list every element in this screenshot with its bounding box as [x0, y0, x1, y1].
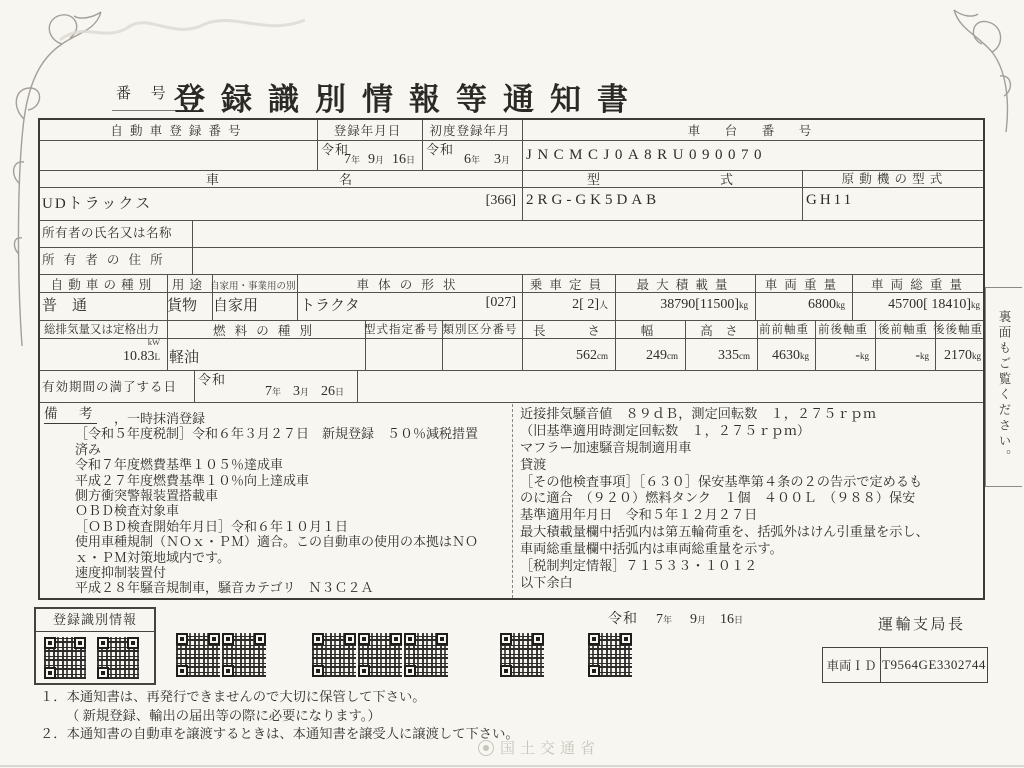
- unit: 日: [734, 615, 744, 625]
- value: 9: [690, 612, 698, 627]
- use-value: 貨物: [167, 298, 198, 314]
- remark-line: 貸渡: [520, 456, 547, 472]
- value: 6800: [808, 297, 836, 312]
- unit: 日: [405, 155, 415, 165]
- unit: kg: [972, 351, 981, 361]
- remarks-right-column: [520, 406, 982, 592]
- unit: 月: [697, 615, 707, 625]
- remark-line: 側方衝突警報装置搭載車: [75, 487, 219, 503]
- label: 名: [339, 172, 353, 187]
- remark-line: ［令和５年度税制］令和６年３月２７日 新規登録 ５０％減税措置: [75, 426, 479, 442]
- vehicle-id-box: [822, 647, 988, 683]
- grid-line: [192, 220, 193, 274]
- unit: 年: [350, 155, 360, 165]
- private-business-label: 自家用・事業用の別: [210, 282, 296, 292]
- height-value: [685, 346, 750, 364]
- issue-date: [608, 608, 743, 628]
- grid-line: [357, 370, 358, 402]
- car-name-code: [366]: [485, 193, 516, 208]
- height-label: 高 さ: [700, 324, 738, 338]
- grid-line: [40, 140, 983, 141]
- registration-date-label: 登録年月日: [333, 124, 402, 138]
- value: 562: [576, 348, 597, 363]
- private-business-value: 自家用: [213, 298, 259, 314]
- first-registration-label: 初度登録年月: [429, 124, 511, 138]
- value: 45700[ 18410]: [888, 297, 971, 312]
- ministry-watermark-text: 国土交通省: [500, 741, 601, 757]
- unit: 月: [500, 155, 510, 165]
- unit: kg: [739, 300, 748, 310]
- value: 2170: [944, 348, 972, 363]
- axle-rr-label: 後後軸重: [933, 324, 983, 336]
- model-label: [520, 169, 800, 188]
- owner-name-label: 所有者の氏名又は名称: [42, 226, 173, 240]
- vehicle-id-label: 車両ＩＤ: [823, 648, 881, 682]
- engine-model-label: 原 動 機 の 型 式: [841, 172, 944, 186]
- unit: 年: [271, 387, 281, 397]
- footer-notes: [40, 688, 519, 744]
- unit: 月: [374, 155, 384, 165]
- remark-line: マフラー加速騒音規制適用車: [520, 439, 692, 455]
- registration-date-value: [315, 150, 415, 168]
- footer-note-line: ２．本通知書の自動車を譲渡するときは、本通知書を譲受人に譲渡して下さい。: [40, 726, 519, 741]
- ministry-logo-icon: [478, 740, 494, 756]
- capacity-label: 乗 車 定 員: [529, 278, 604, 292]
- remark-line: ＯＢＤ検査対象車: [75, 503, 180, 519]
- registration-id-box-label: 登録識別情報: [36, 609, 154, 632]
- width-label: 幅: [640, 324, 656, 338]
- car-name-value: UDトラックス: [42, 196, 153, 212]
- width-value: [615, 346, 678, 364]
- qr-code: [588, 633, 632, 677]
- unit: kg: [920, 351, 929, 361]
- remark-line: ［その他検査事項］［６３０］保安基準第４条の２の告示で定めるも: [520, 473, 923, 489]
- remark-line: 済み: [75, 441, 102, 457]
- car-name-label: [38, 169, 520, 188]
- unit: L: [154, 352, 160, 362]
- first-registration-era: 令和: [426, 142, 455, 157]
- unit: kg: [836, 300, 845, 310]
- axle-fr-value: [815, 346, 869, 364]
- axle-rf-label: 後前軸重: [878, 324, 928, 336]
- value: 16: [391, 152, 406, 167]
- vehicle-kind-label: 自 動 車 の 種 別: [50, 278, 153, 292]
- unit: cm: [667, 351, 678, 361]
- value: 7: [343, 152, 351, 167]
- body-shape-label: 車 体 の 形 状: [356, 278, 459, 292]
- value: 2[ 2]: [572, 297, 599, 312]
- remark-line: 車両総重量欄中括弧内は車両総重量を示す。: [520, 541, 783, 557]
- registration-number-label: 自 動 車 登 録 番 号: [110, 124, 243, 138]
- value: 26: [320, 384, 335, 399]
- displacement-label: 総排気量又は定格出力: [44, 324, 159, 336]
- gross-weight-label: 車 両 総 重 量: [870, 278, 964, 292]
- value: 7: [656, 612, 663, 627]
- value: -: [855, 348, 860, 363]
- displacement-kw-unit: [60, 337, 160, 347]
- value: 10.83: [123, 349, 155, 364]
- owner-address-label: 所 有 者 の 住 所: [42, 253, 166, 267]
- vehicle-weight-label: 車 両 重 量: [764, 278, 839, 292]
- fuel-value: 軽油: [169, 350, 200, 366]
- registration-date-era: 令和: [321, 142, 350, 157]
- unit: kg: [800, 351, 809, 361]
- remark-line: 令和７年度燃費基準１０５％達成車: [75, 457, 284, 473]
- qr-code: [358, 633, 402, 677]
- expiry-era: 令和: [198, 372, 227, 387]
- model-value: 2RG-GK5DAB: [526, 192, 661, 208]
- class-number-label: 類別区分番号: [442, 324, 518, 336]
- engine-model-value: GH11: [806, 192, 855, 208]
- remarks-left-column: [75, 411, 515, 596]
- remark-line: 平成２７年度燃費基準１０％向上達成車: [75, 472, 310, 488]
- vehicle-id-value: T9564GE3302744: [882, 657, 986, 672]
- qr-code: [312, 633, 356, 677]
- grid-line: [40, 402, 983, 403]
- remark-line: ［税制判定情報］７１５３３・１０１２: [520, 558, 758, 574]
- remark-line: のに適合 （９２０）燃料タンク １個 ４００Ｌ （９８８）保安: [520, 490, 916, 506]
- value: -: [915, 348, 920, 363]
- vehicle-weight-value: [755, 295, 845, 313]
- unit: 月: [299, 387, 309, 397]
- label: さ: [587, 324, 601, 338]
- remark-line: 使用車種規制（ＮＯｘ・ＰＭ）適合。この自動車の使用の本拠はＮＯ: [75, 534, 479, 550]
- unit: kg: [860, 351, 869, 361]
- qr-code: [404, 633, 448, 677]
- side-note-text: 裏面もご覧ください。: [997, 309, 1011, 465]
- label: 長: [532, 324, 546, 338]
- remark-line: 平成２８年騒音規制車，騒音カテゴリ Ｎ３Ｃ２Ａ: [75, 580, 374, 596]
- first-registration-value: [420, 150, 510, 168]
- label: 型: [586, 172, 600, 187]
- issue-date-era: 令和: [608, 612, 638, 627]
- fuel-label: 燃 料 の 種 別: [212, 324, 315, 338]
- displacement-value: [60, 347, 160, 365]
- remark-line: ［ＯＢＤ検査開始年月日］令和６年１０月１日: [75, 518, 349, 534]
- use-label: 用 途: [171, 278, 204, 292]
- vehicle-kind-value: 普 通: [42, 298, 88, 314]
- corner-number-label: 番 号: [116, 86, 174, 102]
- value: 9: [367, 152, 375, 167]
- corner-flourish-right-icon: [930, 0, 1022, 135]
- footer-note-line: １．本通知書は、再発行できませんので大切に保管して下さい。: [40, 689, 426, 704]
- length-label: [520, 321, 613, 339]
- remark-line: （旧基準適用時測定回転数 １，２７５ｒｐｍ）: [520, 422, 811, 438]
- expiry-label: 有効期間の満了する日: [42, 380, 178, 394]
- unit: kW: [147, 337, 160, 347]
- qr-code: [44, 637, 86, 679]
- unit: 年: [663, 615, 673, 625]
- unit: 年: [470, 155, 480, 165]
- pencil-smudge: [55, 10, 315, 50]
- value: 38790[11500]: [660, 297, 739, 312]
- side-note-frame: [985, 287, 1022, 487]
- unit: 日: [334, 387, 344, 397]
- value: 6: [463, 152, 471, 167]
- length-value: [522, 346, 608, 364]
- unit: cm: [597, 351, 608, 361]
- value: 249: [646, 348, 667, 363]
- sheet-bottom-edge: [0, 765, 1024, 767]
- remarks-label: 備 考: [44, 402, 97, 424]
- axle-ff-label: 前前軸重: [759, 324, 809, 336]
- expiry-value: [192, 382, 344, 400]
- chassis-number-value: JNCMCJ0A8RU090070: [526, 147, 768, 163]
- max-load-label: 最 大 積 載 量: [636, 278, 730, 292]
- type-designation-label: 型式指定番号: [364, 324, 439, 336]
- value: 3: [493, 152, 501, 167]
- qr-code: [176, 633, 220, 677]
- remark-line: 以下余白: [520, 574, 573, 590]
- qr-code: [222, 633, 266, 677]
- axle-fr-label: 前後軸重: [818, 324, 868, 336]
- grid-line: [40, 220, 983, 221]
- value: 16: [720, 612, 735, 627]
- label: 式: [720, 172, 734, 187]
- qr-code: [97, 637, 139, 679]
- axle-rr-value: [935, 346, 981, 364]
- remark-line: 基準適用年月日 令和５年１２月２７日: [520, 507, 758, 523]
- transport-office-title: 運輸支局長: [878, 617, 966, 633]
- qr-code: [500, 633, 544, 677]
- value: 3: [292, 384, 300, 399]
- unit: cm: [739, 351, 750, 361]
- value: 335: [718, 348, 739, 363]
- capacity-value: [520, 295, 608, 313]
- label: 車: [205, 172, 219, 187]
- unit: 人: [598, 300, 608, 310]
- ministry-watermark: [478, 737, 600, 758]
- footer-note-line: （ 新規登録、輸出の届出等の際に必要になります。）: [66, 707, 381, 723]
- remark-line: 近接排気騒音値 ８９ｄＢ，測定回転数 １，２７５ｒｐｍ: [520, 406, 877, 421]
- body-shape-code: [027]: [485, 295, 516, 310]
- page-title: 登録識別情報等通知書: [174, 82, 644, 117]
- gross-weight-value: [852, 295, 980, 313]
- grid-line: [40, 370, 983, 371]
- axle-rf-value: [875, 346, 929, 364]
- value: 7: [264, 384, 272, 399]
- body-shape-value: トラクタ: [300, 298, 360, 314]
- remark-line: ，一時抹消登録: [75, 411, 206, 426]
- chassis-number-label: 車 台 番 号: [687, 124, 818, 138]
- remark-line: 速度抑制装置付: [75, 564, 167, 580]
- value: 4630: [772, 348, 800, 363]
- remark-line: ｘ・ＰＭ対策地域内です。: [75, 549, 230, 565]
- unit: kg: [971, 300, 980, 310]
- axle-ff-value: [757, 346, 809, 364]
- grid-line: [40, 247, 983, 248]
- max-load-value: [615, 295, 748, 313]
- remark-line: 最大積載量欄中括弧内は第五輪荷重を、括弧外はけん引重量を示し、: [520, 524, 929, 540]
